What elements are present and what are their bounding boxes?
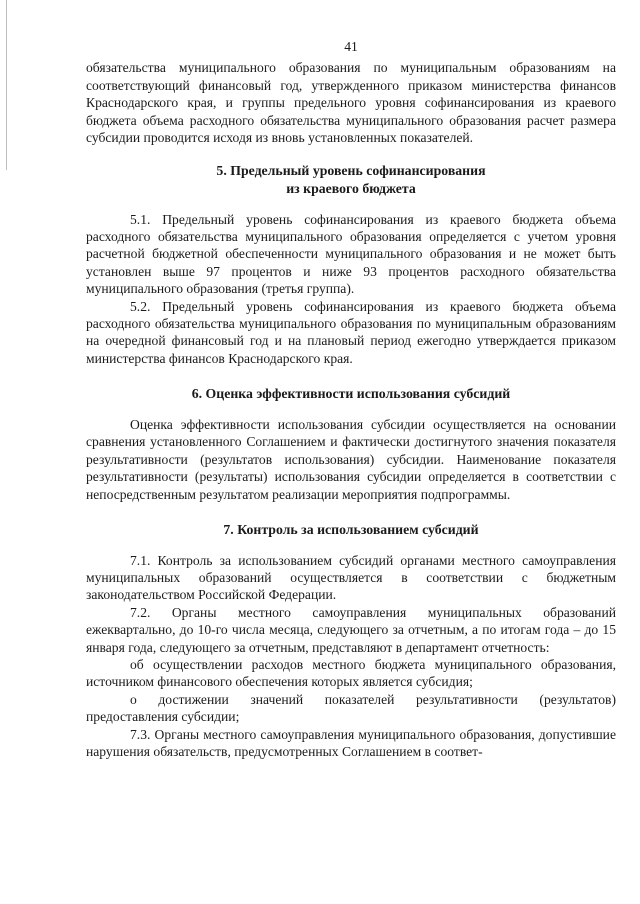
spacer bbox=[86, 539, 616, 552]
scan-edge-line bbox=[6, 0, 7, 170]
spacer bbox=[86, 146, 616, 162]
document-page bbox=[86, 38, 616, 760]
paragraph-7-2: 7.2. Органы местного самоуправления муниципальных образований ежеквартально, до 10-го числа месяца, следующего за отчетным, а по итогам года – до 15 января года, следующего за отчетным, представляют в департамент отчетность: bbox=[86, 604, 616, 655]
paragraph-7-2-item-1: об осуществлении расходов местного бюджета муниципального образования, источником финансового обеспечения которых является субсидия; bbox=[86, 656, 616, 690]
paragraph-5-1: 5.1. Предельный уровень софинансирования из краевого бюджета объема расходного обязательства муниципального образования определяется с учетом уровня расчетной бюджетной обеспеченности муниципального образования и не может быть установлен выше 97 процентов и ниже 93 процентов расходного обязательства муниципального образования (третья группа). bbox=[86, 211, 616, 297]
spacer bbox=[86, 367, 616, 385]
page-number: 41 bbox=[344, 39, 358, 54]
spacer bbox=[86, 503, 616, 521]
spacer bbox=[86, 403, 616, 416]
paragraph-7-3: 7.3. Органы местного самоуправления муниципального образования, допустившие нарушения обязательств, предусмотренных Соглашением в соответ- bbox=[86, 726, 616, 759]
intro-paragraph: обязательства муниципального образования по муниципальным образованиям на соответствующий финансовый год, утвержденного приказом министерства финансов Краснодарского края, и группы предельного уровня софинансирования из краевого бюджета объема расходного обязательства муниципального образования расчет размера субсидии проводится исходя из вновь установленных показателей. bbox=[86, 60, 616, 146]
section-5-title-line-1: 5. Предельный уровень софинансирования bbox=[216, 163, 486, 179]
paragraph-6: Оценка эффективности использования субсидии осуществляется на основании сравнения установленного Соглашением и фактически достигнутого значения показателя результативности (результатов использования) субсидии. Наименование показателя результативности (результаты) использования субсидии определяется в соответствии с непосредственным результатом реализации мероприятия подпрограммы. bbox=[86, 416, 616, 502]
section-5-title bbox=[86, 162, 616, 197]
spacer bbox=[86, 198, 616, 211]
paragraph-5-2: 5.2. Предельный уровень софинансирования из краевого бюджета объема расходного обязательства муниципального образования по муниципальным образованиям на очередной финансовый год и на плановый период ежегодно утверждается приказом министерства финансов Краснодарского края. bbox=[86, 298, 616, 366]
paragraph-7-2-item-2: о достижении значений показателей результативности (результатов) предоставления субсидии; bbox=[86, 691, 616, 725]
section-5-title-line-2: из краевого бюджета bbox=[286, 181, 416, 197]
section-7-title: 7. Контроль за использованием субсидий bbox=[223, 521, 479, 537]
paragraph-7-1: 7.1. Контроль за использованием субсидий органами местного самоуправления муниципальных образований осуществляется в соответствии с бюджетным законодательством Российской Федерации. bbox=[86, 552, 616, 603]
section-6-title: 6. Оценка эффективности использования субсидий bbox=[191, 386, 511, 402]
